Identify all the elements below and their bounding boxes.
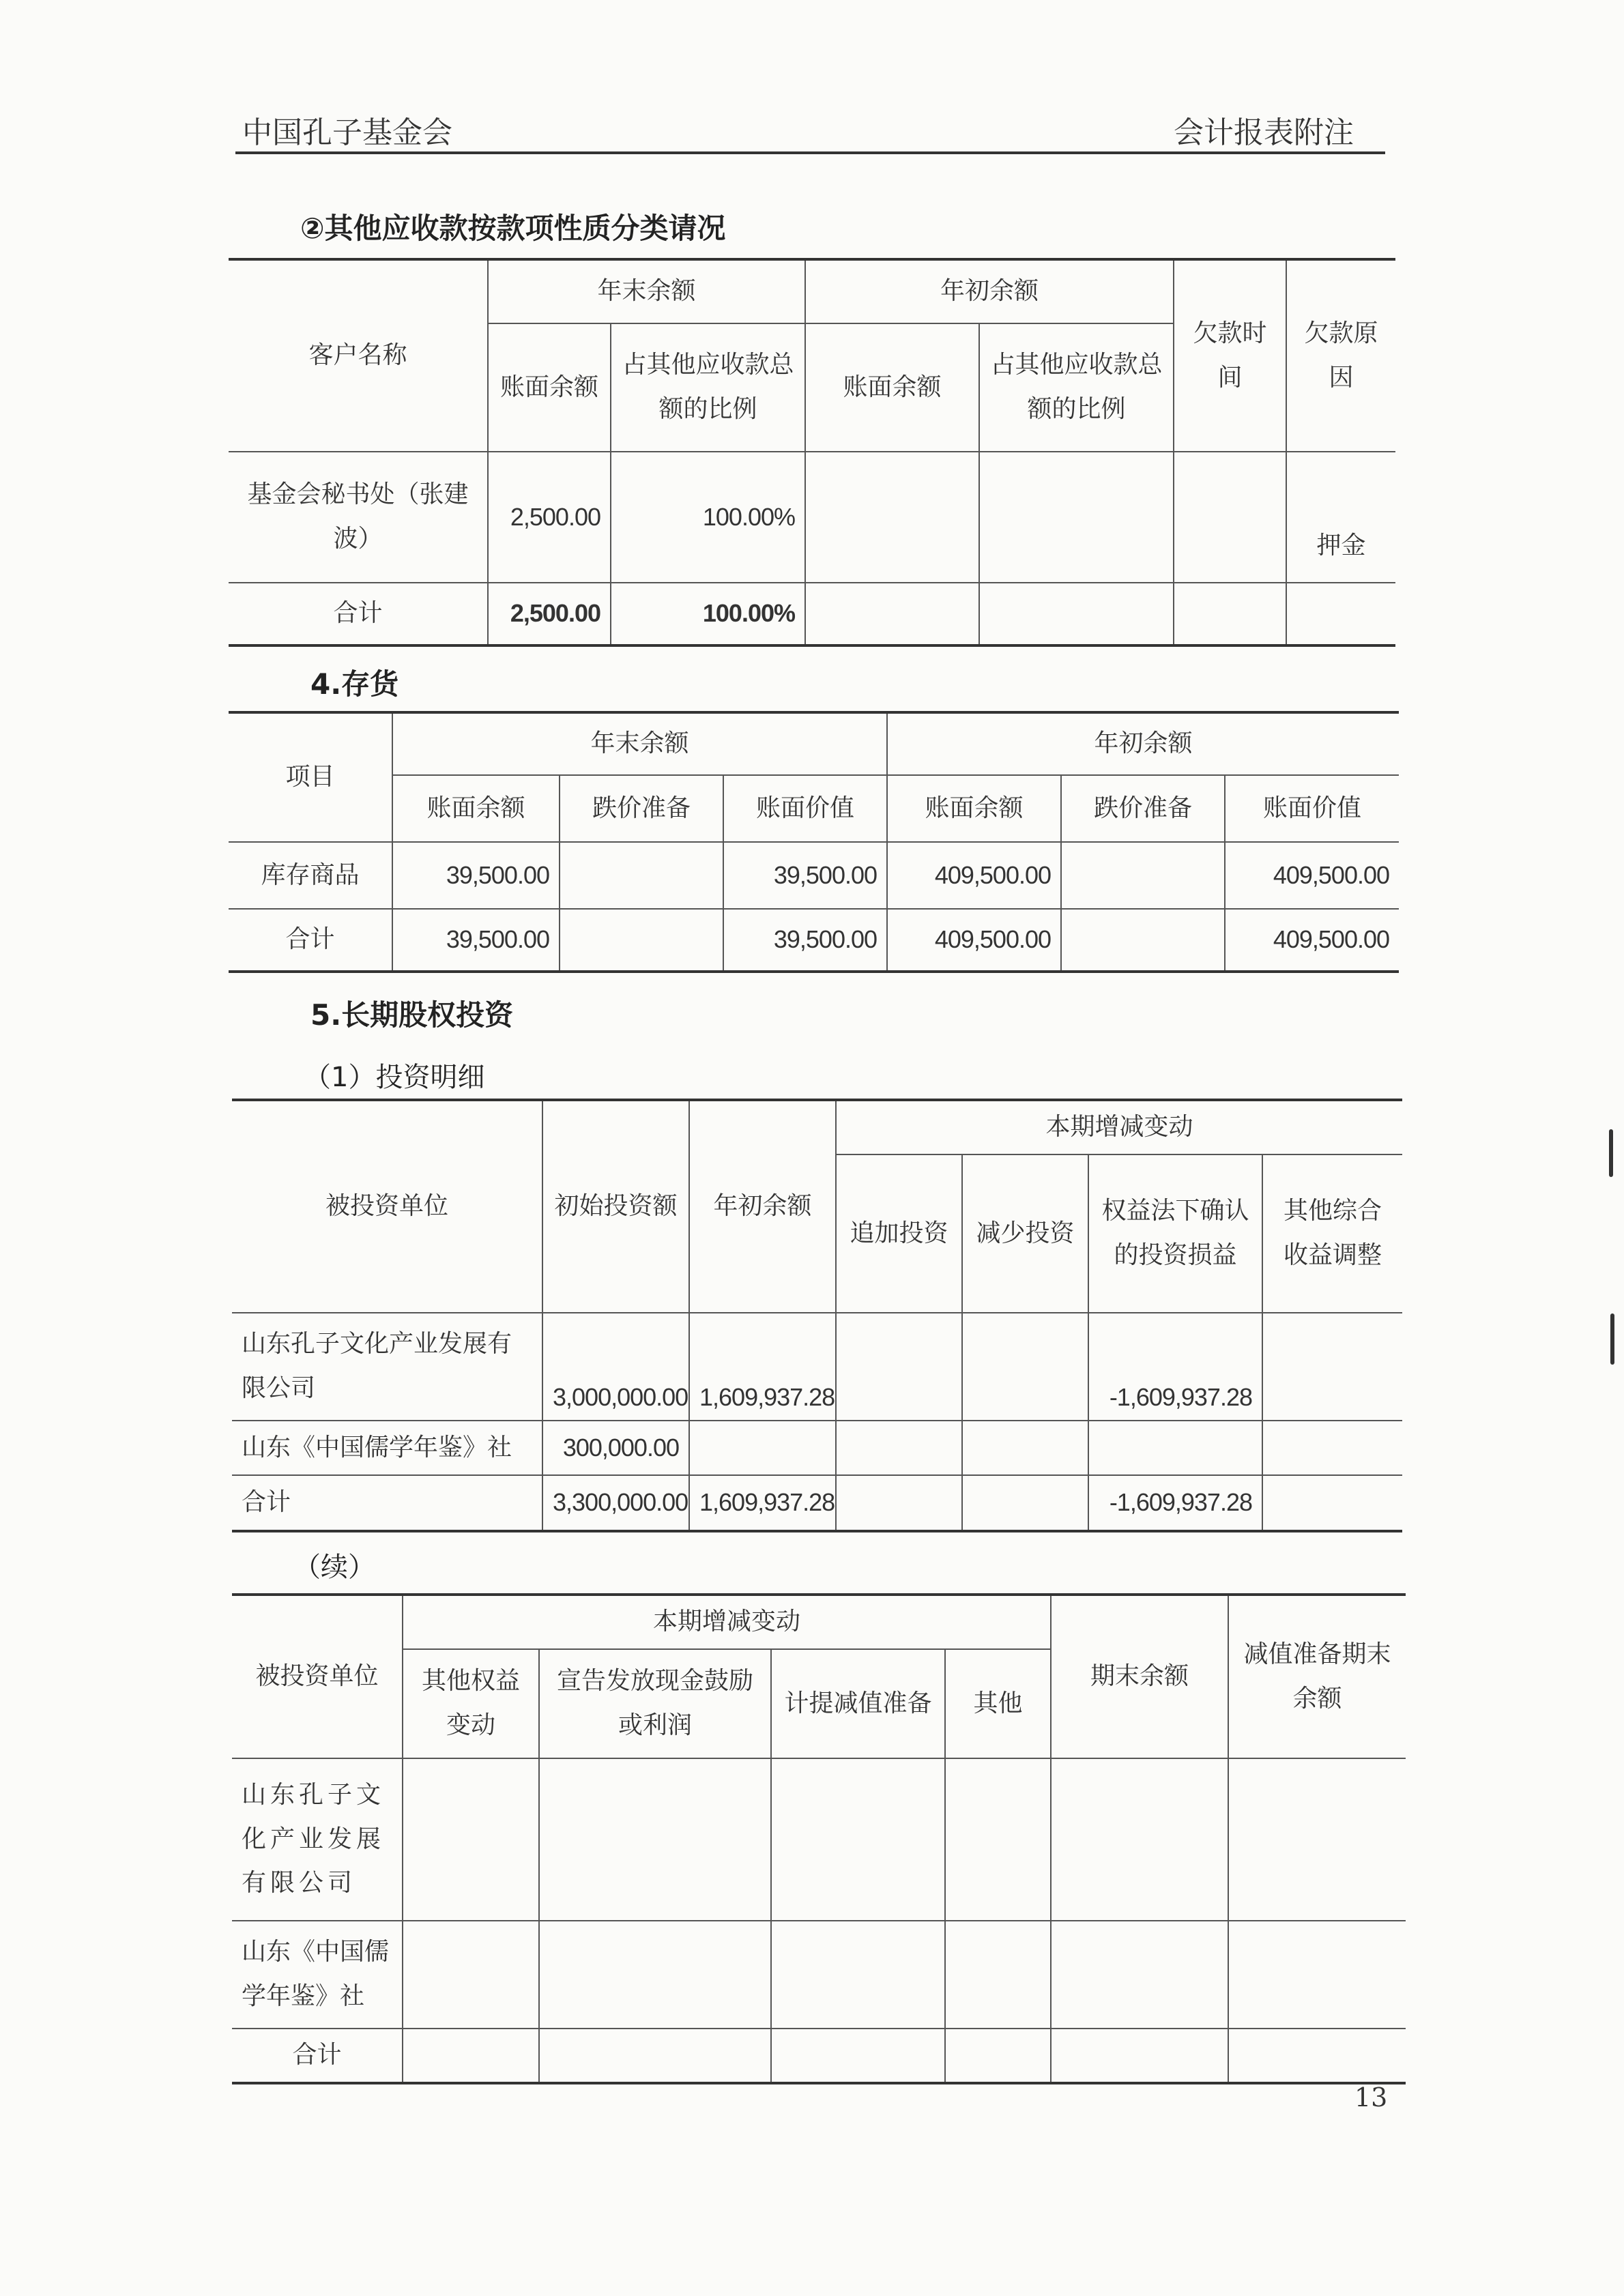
cell-start-impairment xyxy=(1061,842,1225,909)
col-book-balance-end: 账面余额 xyxy=(392,775,560,842)
scan-artifact xyxy=(1609,1129,1613,1177)
cell-empty xyxy=(1228,1921,1406,2029)
cell-empty xyxy=(1051,2029,1228,2083)
cell-empty xyxy=(836,1421,962,1475)
cell-empty xyxy=(1051,1758,1228,1921)
col-change: 本期增减变动 xyxy=(836,1100,1402,1154)
cell-empty xyxy=(805,583,979,645)
cell-empty xyxy=(771,1921,945,2029)
table-row xyxy=(229,452,1395,583)
page-number: 13 xyxy=(1354,2082,1388,2112)
cell-empty xyxy=(962,1421,1088,1475)
col-book-value-end: 账面价值 xyxy=(723,775,887,842)
cell-end-impairment xyxy=(560,842,723,909)
cell-empty xyxy=(1262,1475,1402,1531)
section-title-lt-equity-cont: （续） xyxy=(293,1552,375,1583)
col-oci: 其他综合收益调整 xyxy=(1262,1154,1402,1313)
header-org: 中国孔子基金会 xyxy=(242,115,452,150)
cell-book-end: 2,500.00 xyxy=(488,452,611,583)
cell-item: 合计 xyxy=(229,909,392,972)
cell-start-impairment xyxy=(1061,909,1225,972)
cell-end-value: 39,500.00 xyxy=(723,842,887,909)
cell-empty xyxy=(403,2029,539,2083)
cell-empty xyxy=(836,1313,962,1421)
cell-empty xyxy=(539,1758,771,1921)
cell-total-ratio-end: 100.00% xyxy=(611,583,805,645)
cell-start-balance: 409,500.00 xyxy=(887,909,1061,972)
header-doc-title: 会计报表附注 xyxy=(1174,115,1354,150)
cell-equity-method xyxy=(1088,1421,1262,1475)
col-customer: 客户名称 xyxy=(229,259,488,452)
cell-investee: 山东《中国儒学年鉴》社 xyxy=(232,1421,542,1475)
cell-start-value: 409,500.00 xyxy=(1225,909,1399,972)
cell-empty xyxy=(945,1758,1051,1921)
col-change: 本期增减变动 xyxy=(403,1595,1051,1649)
cell-empty xyxy=(979,583,1174,645)
col-item: 项目 xyxy=(229,712,392,842)
col-year-end: 年末余额 xyxy=(488,259,805,323)
col-ratio-start: 占其他应收款总额的比例 xyxy=(979,323,1174,452)
cell-end-value: 39,500.00 xyxy=(723,909,887,972)
table-row xyxy=(229,842,1399,909)
table-row-total xyxy=(229,583,1395,645)
cell-investee: 合计 xyxy=(232,1475,542,1531)
scan-artifact xyxy=(1610,1313,1614,1365)
col-impairment-end: 跌价准备 xyxy=(560,775,723,842)
col-reason: 欠款原因 xyxy=(1286,259,1395,452)
table-inventory xyxy=(229,711,1399,973)
col-other-equity: 其他权益变动 xyxy=(403,1649,539,1758)
col-book-balance-start: 账面余额 xyxy=(887,775,1061,842)
col-add: 追加投资 xyxy=(836,1154,962,1313)
col-other: 其他 xyxy=(945,1649,1051,1758)
cell-start-value: 409,500.00 xyxy=(1225,842,1399,909)
col-end-balance: 期末余额 xyxy=(1051,1595,1228,1758)
table-row xyxy=(232,1921,1406,2029)
col-year-end: 年末余额 xyxy=(392,712,887,775)
cell-ratio-start xyxy=(979,452,1174,583)
cell-empty xyxy=(1051,1921,1228,2029)
cell-investee: 山东孔子文化产业发展有限公司 xyxy=(232,1758,403,1921)
cell-reason: 押金 xyxy=(1286,452,1395,583)
cell-empty xyxy=(962,1313,1088,1421)
col-age: 欠款时间 xyxy=(1174,259,1286,452)
col-equity-method: 权益法下确认的投资损益 xyxy=(1088,1154,1262,1313)
cell-empty xyxy=(945,1921,1051,2029)
cell-empty xyxy=(539,2029,771,2083)
cell-ratio-end: 100.00% xyxy=(611,452,805,583)
cell-equity-method: -1,609,937.28 xyxy=(1088,1313,1262,1421)
header-rule xyxy=(235,151,1385,154)
cell-investee: 山东《中国儒学年鉴》社 xyxy=(232,1921,403,2029)
section-title-inventory: 4.存货 xyxy=(310,667,399,701)
col-book-balance-start: 账面余额 xyxy=(805,323,979,452)
table-lt-equity-cont xyxy=(232,1593,1406,2084)
col-book-value-start: 账面价值 xyxy=(1225,775,1399,842)
cell-investee: 合计 xyxy=(232,2029,403,2083)
section-title-other-receivables: ②其他应收款按款项性质分类请况 xyxy=(300,212,726,245)
cell-empty xyxy=(1228,2029,1406,2083)
cell-start-balance xyxy=(689,1421,836,1475)
cell-empty xyxy=(403,1758,539,1921)
col-start-balance: 年初余额 xyxy=(689,1100,836,1313)
cell-end-impairment xyxy=(560,909,723,972)
col-investee: 被投资单位 xyxy=(232,1100,542,1313)
col-impairment-end: 减值准备期末余额 xyxy=(1228,1595,1406,1758)
cell-equity-method: -1,609,937.28 xyxy=(1088,1475,1262,1531)
cell-investee: 山东孔子文化产业发展有限公司 xyxy=(232,1313,542,1421)
table-row-total xyxy=(229,909,1399,972)
table-row xyxy=(232,1421,1402,1475)
cell-empty xyxy=(1286,583,1395,645)
cell-start-balance: 1,609,937.28 xyxy=(689,1313,836,1421)
col-dividend: 宣告发放现金鼓励或利润 xyxy=(539,1649,771,1758)
cell-empty xyxy=(1228,1758,1406,1921)
table-other-receivables xyxy=(229,258,1395,647)
cell-book-start xyxy=(805,452,979,583)
section-title-lt-equity: 5.长期股权投资 xyxy=(310,998,514,1032)
cell-total-book-end: 2,500.00 xyxy=(488,583,611,645)
cell-empty xyxy=(1262,1313,1402,1421)
cell-item: 库存商品 xyxy=(229,842,392,909)
col-year-start: 年初余额 xyxy=(887,712,1399,775)
cell-total-label: 合计 xyxy=(229,583,488,645)
cell-empty xyxy=(771,2029,945,2083)
col-book-balance-end: 账面余额 xyxy=(488,323,611,452)
cell-empty xyxy=(771,1758,945,1921)
cell-initial: 3,300,000.00 xyxy=(542,1475,689,1531)
cell-empty xyxy=(403,1921,539,2029)
cell-start-balance: 409,500.00 xyxy=(887,842,1061,909)
cell-customer: 基金会秘书处（张建波） xyxy=(229,452,488,583)
col-initial: 初始投资额 xyxy=(542,1100,689,1313)
table-row xyxy=(232,1313,1402,1421)
table-row xyxy=(232,1758,1406,1921)
cell-empty xyxy=(945,2029,1051,2083)
col-investee: 被投资单位 xyxy=(232,1595,403,1758)
cell-initial: 300,000.00 xyxy=(542,1421,689,1475)
cell-end-balance: 39,500.00 xyxy=(392,909,560,972)
col-impairment: 计提减值准备 xyxy=(771,1649,945,1758)
table-row-total xyxy=(232,2029,1406,2083)
col-impairment-start: 跌价准备 xyxy=(1061,775,1225,842)
col-reduce: 减少投资 xyxy=(962,1154,1088,1313)
cell-start-balance: 1,609,937.28 xyxy=(689,1475,836,1531)
cell-empty xyxy=(539,1921,771,2029)
table-row-total xyxy=(232,1475,1402,1531)
col-year-start: 年初余额 xyxy=(805,259,1174,323)
cell-empty xyxy=(1262,1421,1402,1475)
cell-empty xyxy=(1174,583,1286,645)
cell-age xyxy=(1174,452,1286,583)
cell-empty xyxy=(836,1475,962,1531)
section-subtitle-lt-equity: （1）投资明细 xyxy=(304,1062,485,1093)
cell-end-balance: 39,500.00 xyxy=(392,842,560,909)
cell-initial: 3,000,000.00 xyxy=(542,1313,689,1421)
col-ratio-end: 占其他应收款总额的比例 xyxy=(611,323,805,452)
cell-empty xyxy=(962,1475,1088,1531)
table-lt-equity xyxy=(232,1099,1402,1532)
